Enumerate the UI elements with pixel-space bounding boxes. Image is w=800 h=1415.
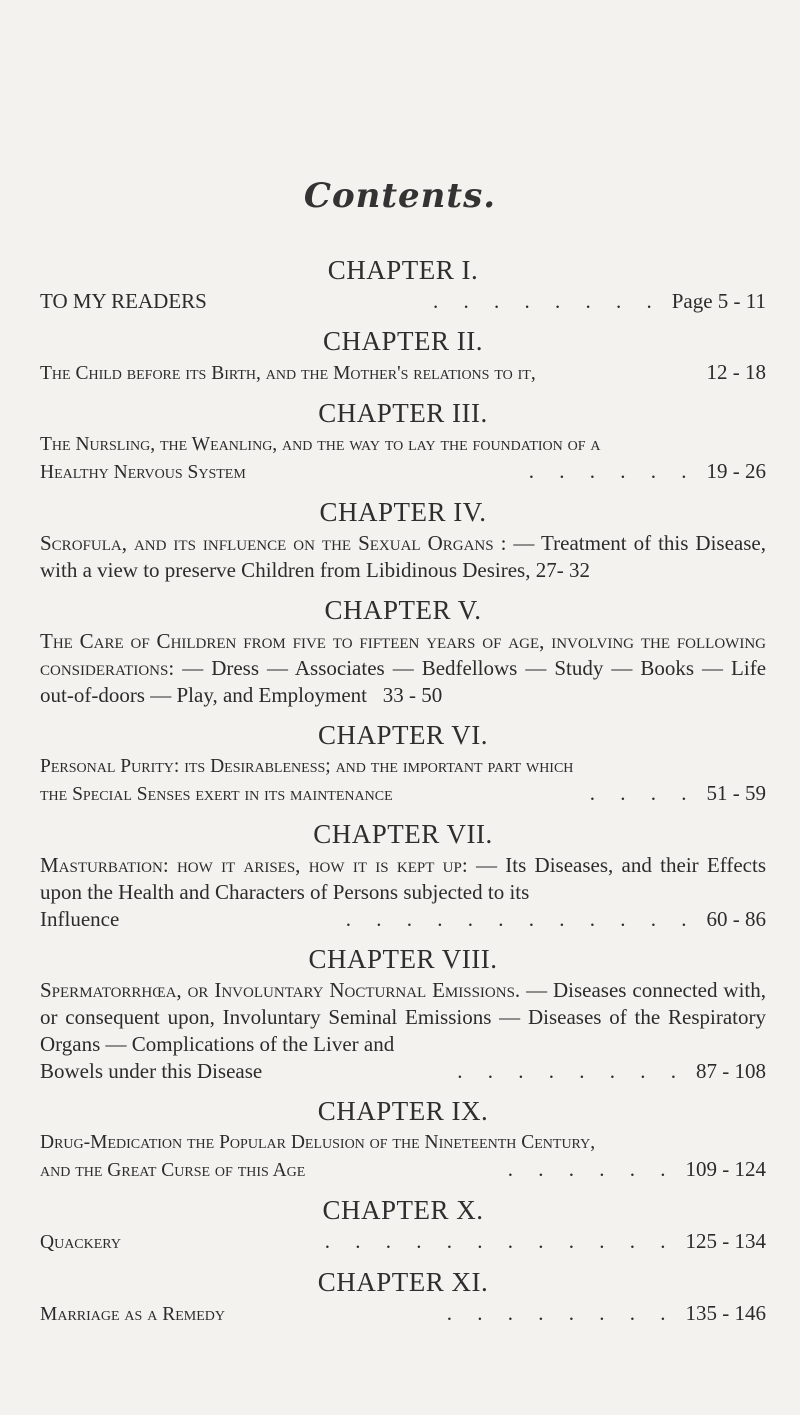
chapter-description: — Its Diseases, and their Effects upon the Health and Characters of Persons subjected to its xyxy=(40,853,767,904)
chapter-heading: CHAPTER VI. xyxy=(317,720,489,750)
page-range: 51 - 59 xyxy=(706,781,766,805)
chapter-2 xyxy=(40,323,766,387)
chapter-5 xyxy=(40,592,766,709)
dot-leader: . . . . xyxy=(589,781,697,805)
chapter-heading: CHAPTER VIII. xyxy=(308,944,498,974)
chapter-heading: CHAPTER II. xyxy=(323,326,483,356)
chapter-entry xyxy=(40,1156,766,1184)
chapter-10 xyxy=(40,1192,766,1256)
chapter-description-end: Influence xyxy=(40,907,120,931)
chapter-4 xyxy=(40,494,766,584)
table-of-contents xyxy=(40,252,766,1336)
chapter-title-continued: and the Great Curse of this Age xyxy=(40,1160,306,1181)
chapter-heading: CHAPTER XI. xyxy=(317,1267,489,1297)
chapter-title: Spermatorrhœa, or Involuntary Nocturnal Emissions. xyxy=(40,978,521,1002)
page-range: 87 - 108 xyxy=(696,1059,766,1083)
chapter-8 xyxy=(40,941,766,1085)
page-range: Page 5 - 11 xyxy=(671,289,766,313)
chapter-7 xyxy=(40,816,766,933)
chapter-1 xyxy=(40,252,766,315)
chapter-title: TO MY READERS xyxy=(40,289,207,313)
chapter-description: — Diseases connected with, or consequent upon, Involuntary Seminal Emissions — Diseases of the Respiratory Organs — Complications of the Liver and xyxy=(40,978,766,1056)
chapter-title-continued: Healthy Nervous System xyxy=(40,462,246,483)
chapter-entry xyxy=(40,852,766,906)
page-range: 135 - 146 xyxy=(685,1301,766,1325)
chapter-title: Marriage as a Remedy xyxy=(40,1304,225,1325)
chapter-title-continued: the Special Senses exert in its maintenance xyxy=(40,784,393,805)
chapter-heading: CHAPTER III. xyxy=(318,398,488,428)
dot-leader: . . . . . . . . xyxy=(446,1301,676,1325)
chapter-entry xyxy=(40,359,766,387)
chapter-title: The Nursling, the Weanling, and the way to lay the foundation of a xyxy=(40,434,601,455)
dot-leader: . . . . . . xyxy=(528,459,697,483)
chapter-entry xyxy=(40,530,766,584)
chapter-title: Quackery xyxy=(40,1232,121,1253)
chapter-heading: CHAPTER V. xyxy=(324,595,482,625)
chapter-entry xyxy=(40,977,766,1058)
chapter-title: The Care of Children from five to fifteen years of age, involving the following considerations: xyxy=(40,629,766,680)
chapter-entry xyxy=(40,458,766,486)
chapter-title: Drug-Medication the Popular Delusion of the Nineteenth Century, xyxy=(40,1132,596,1153)
chapter-title: The Child before its Birth, and the Mother's relations to it, xyxy=(40,363,536,384)
chapter-9 xyxy=(40,1093,766,1184)
chapter-3 xyxy=(40,395,766,486)
chapter-heading: CHAPTER VII. xyxy=(313,819,493,849)
chapter-heading: CHAPTER X. xyxy=(322,1195,484,1225)
dot-leader: . . . . . . . . . . . . xyxy=(324,1229,676,1253)
dot-leader: . . . . . . . . xyxy=(457,1059,686,1083)
page-range: 60 - 86 xyxy=(706,907,766,931)
chapter-description: — Dress — Associates — Bedfellows — Study — Books — Life out-of-doors — Play, and Employment xyxy=(40,656,767,707)
dot-leader: . . . . . . . . xyxy=(432,289,662,313)
chapter-11 xyxy=(40,1264,766,1328)
chapter-entry xyxy=(40,1228,766,1256)
chapter-title: Masturbation: how it arises, how it is kept up: xyxy=(40,853,468,877)
chapter-heading: CHAPTER I. xyxy=(327,255,479,285)
chapter-entry-end xyxy=(40,906,766,933)
page-range: 19 - 26 xyxy=(706,459,766,483)
chapter-title: Personal Purity: its Desirableness; and the important part which xyxy=(40,756,574,777)
dot-leader: . . . . . . xyxy=(507,1157,676,1181)
page-range: 109 - 124 xyxy=(685,1157,766,1181)
chapter-entry-end xyxy=(40,1058,766,1085)
chapter-6 xyxy=(40,717,766,808)
page-range: 33 - 50 xyxy=(382,683,443,707)
chapter-description: : — Treatment of this Disease, with a view to preserve Children from Libidinous Desires, xyxy=(40,531,766,582)
page-range: 12 - 18 xyxy=(706,360,766,384)
page-range: 27- 32 xyxy=(535,558,590,582)
chapter-heading: CHAPTER IX. xyxy=(317,1096,489,1126)
chapter-entry xyxy=(40,1300,766,1328)
chapter-entry xyxy=(40,288,766,315)
chapter-heading: CHAPTER IV. xyxy=(319,497,487,527)
page-range: 125 - 134 xyxy=(685,1229,766,1253)
contents-heading: Contents. xyxy=(303,176,497,216)
chapter-description-end: Bowels under this Disease xyxy=(40,1059,263,1083)
chapter-entry xyxy=(40,628,766,709)
chapter-title: Scrofula, and its influence on the Sexual Organs xyxy=(40,531,494,555)
chapter-entry xyxy=(40,780,766,808)
dot-leader: . . . . . . . . . . . . xyxy=(345,907,697,931)
